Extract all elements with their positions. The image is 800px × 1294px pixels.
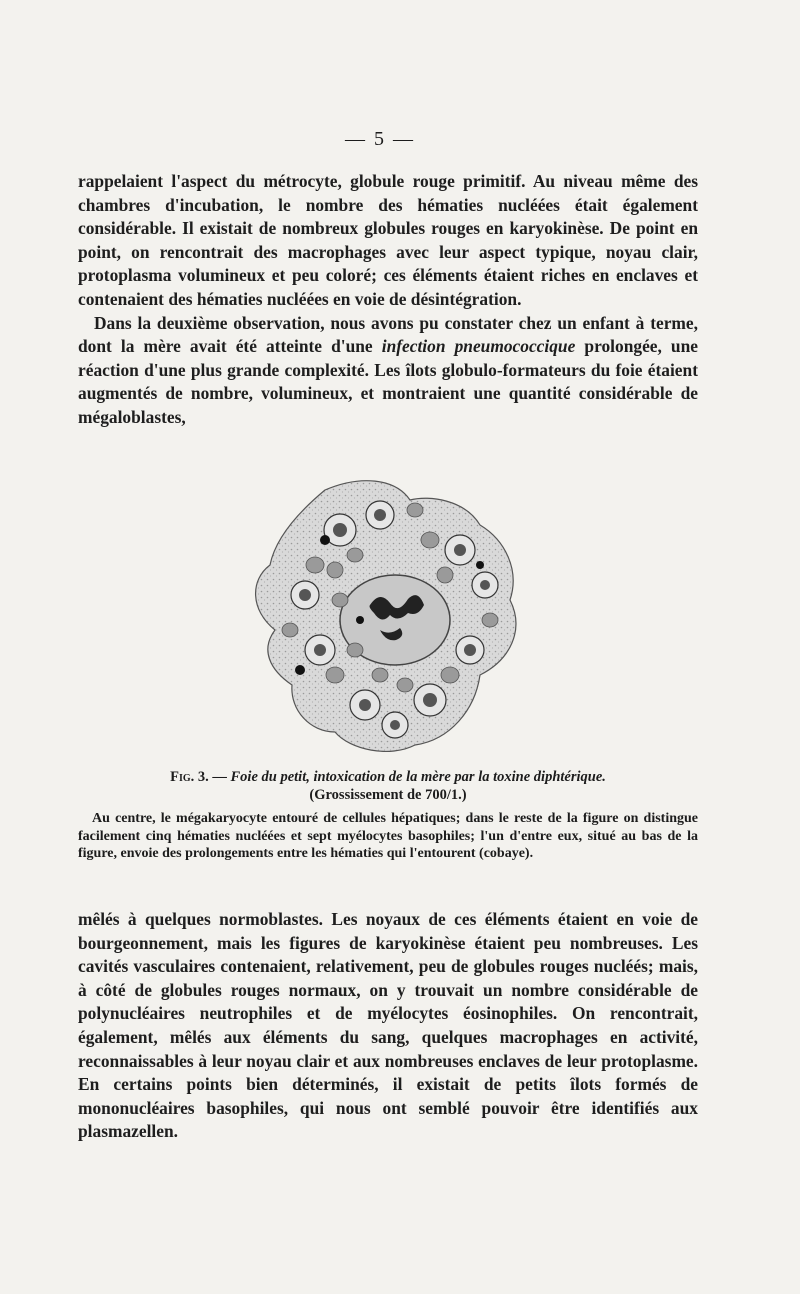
- bottom-paragraph-1: mêlés à quelques normoblastes. Les noyaux de ces éléments étaient en voie de bourgeonnement, mais les figures de karyokinèse étaient peu nombreuses. Les cavités vasculaires contenaient, relativement, peu de globules rouges nucléés; mais, à côté de globules rouges normaux, on y trouvait un nombre considérable de polynucléaires neutrophiles et de myélocytes éosinophiles. On rencontrait, également, mêlés aux éléments du sang, quelques macrophages en activité, reconnaissables à leur noyau clair et aux nombreuses enclaves de leur protoplasme. En certains points bien déterminés, il existait de petits îlots formés de mononucléaires basophiles, qui nous ont semblé pouvoir être identifiés aux plasmazellen.: [78, 909, 698, 1142]
- figure-caption-line: [78, 768, 698, 786]
- top-paragraph-1: rappelaient l'aspect du métrocyte, globule rouge primitif. Au niveau même des chambres d'incubation, le nombre des hématies nucléées était également considérable. Il existait de nombreux globules rouges en karyokinèse. De point en point, on rencontrait des macrophages avec leur aspect typique, noyau clair, protoplasma volumineux et peu coloré; ces éléments étaient riches en enclaves et contenaient des hématies nucléées en voie de désintégration.: [78, 171, 698, 309]
- figure-label: Fig. 3.: [170, 769, 209, 785]
- figure-title: Foie du petit, intoxication de la mère par la toxine diphtérique.: [230, 769, 606, 785]
- top-paragraph-2-italic: infection pneumococcique: [381, 336, 576, 357]
- bottom-text-block: [78, 908, 698, 1144]
- histology-figure: [230, 470, 530, 760]
- top-paragraph-2-end: prolongée, une réaction d'une plus grande complexité. Les îlots globulo-formateurs du foie étaient augmentés de nombre, volumineux, et montraient une quantité considérable de mégaloblastes,: [78, 336, 698, 427]
- figure-legend: [78, 810, 698, 863]
- figure-dash: —: [208, 769, 231, 785]
- page-number: — 5 —: [345, 128, 415, 150]
- figure-legend-text: Au centre, le mégakaryocyte entouré de cellules hépatiques; dans le reste de la figure on distingue facilement cinq hématies nucléées et sept myélocytes basophiles; l'un d'entre eux, situé au bas de la figure, envoie des prolongements entre les hématies qui l'entourent (cobaye).: [78, 811, 698, 861]
- top-paragraph-2-start: Dans la deuxième observation, nous avons pu constater chez un enfant à terme, dont la mère avait été atteinte d'une: [78, 312, 698, 357]
- figure-magnification: (Grossissement de 700/1.): [309, 787, 467, 803]
- top-paragraph-2: [78, 312, 698, 430]
- top-text-block: [78, 170, 698, 430]
- figure-caption: [78, 768, 698, 804]
- histology-illustration: [230, 470, 530, 760]
